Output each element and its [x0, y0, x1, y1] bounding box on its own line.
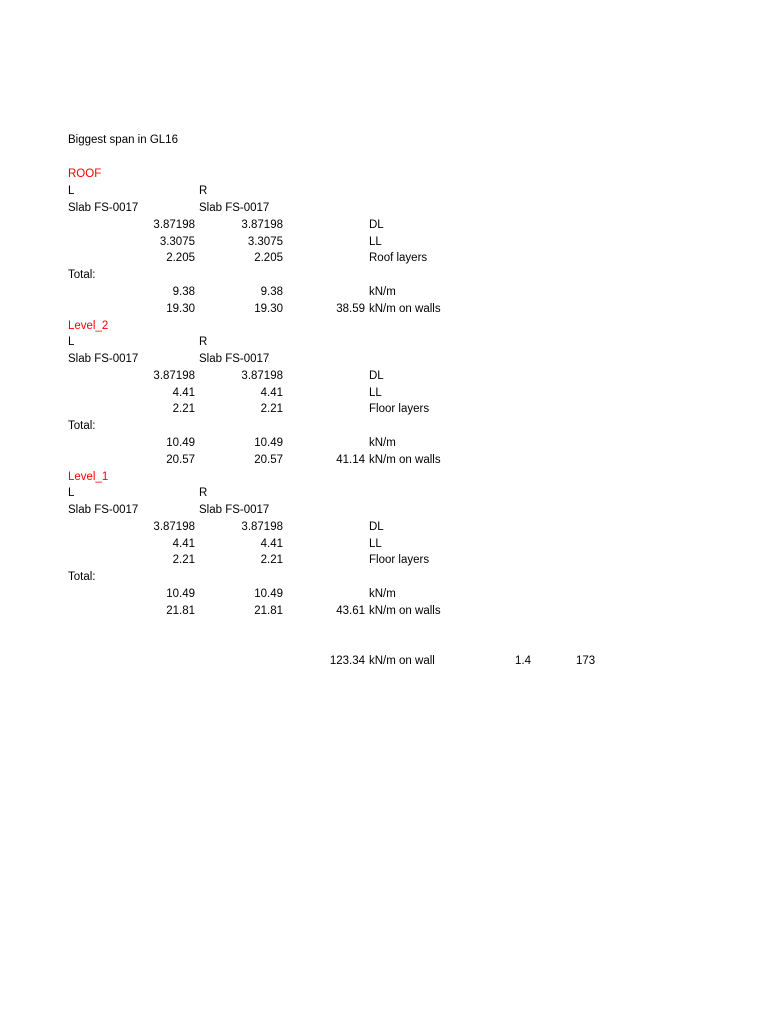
walls-right-value: 20.57 [254, 454, 283, 466]
load-right-value: 2.205 [254, 252, 283, 264]
left-label: L [68, 487, 75, 499]
side-labels-row [0, 334, 768, 351]
walls-right-value: 19.30 [254, 303, 283, 315]
section-heading-row [0, 469, 768, 486]
left-label: L [68, 185, 75, 197]
load-row [0, 234, 768, 251]
total-right-value: 10.49 [254, 588, 283, 600]
load-label: DL [369, 219, 384, 231]
walls-sum-value: 38.59 [336, 303, 365, 315]
load-row [0, 385, 768, 402]
total-label-row [0, 569, 768, 586]
walls-left-value: 19.30 [166, 303, 195, 315]
load-label: Floor layers [369, 554, 430, 566]
right-label: R [199, 487, 208, 499]
walls-left-value: 21.81 [166, 605, 195, 617]
total-unit: kN/m [369, 437, 396, 449]
load-label: Floor layers [369, 403, 430, 415]
on-walls-row [0, 301, 768, 318]
page-title: Biggest span in GL16 [68, 134, 178, 146]
walls-unit: kN/m on walls [369, 605, 441, 617]
load-label: LL [369, 387, 382, 399]
total-right-value: 10.49 [254, 437, 283, 449]
walls-unit: kN/m on walls [369, 303, 441, 315]
left-slab: Slab FS-0017 [68, 353, 139, 365]
section-heading-roof: ROOF [68, 168, 102, 180]
right-slab: Slab FS-0017 [199, 504, 270, 516]
title-row [0, 132, 768, 149]
load-left-value: 2.205 [166, 252, 195, 264]
load-left-value: 3.87198 [153, 219, 195, 231]
section-heading-row [0, 318, 768, 335]
total-left-value: 9.38 [172, 286, 195, 298]
total-label-row [0, 267, 768, 284]
load-left-value: 3.87198 [153, 521, 195, 533]
load-left-value: 4.41 [172, 387, 195, 399]
left-slab: Slab FS-0017 [68, 504, 139, 516]
total-label-row [0, 418, 768, 435]
walls-right-value: 21.81 [254, 605, 283, 617]
section-heading-level-2: Level_2 [68, 320, 109, 332]
on-walls-row [0, 603, 768, 620]
load-row [0, 368, 768, 385]
section-heading-row [0, 166, 768, 183]
total-kn-row [0, 435, 768, 452]
walls-sum-value: 43.61 [336, 605, 365, 617]
total-label: Total: [68, 420, 96, 432]
load-row [0, 250, 768, 267]
grand-total-unit: kN/m on wall [369, 655, 435, 667]
total-left-value: 10.49 [166, 437, 195, 449]
slab-row [0, 502, 768, 519]
right-slab: Slab FS-0017 [199, 353, 270, 365]
load-right-value: 2.21 [260, 554, 283, 566]
load-left-value: 4.41 [172, 538, 195, 550]
total-unit: kN/m [369, 588, 396, 600]
on-walls-row [0, 452, 768, 469]
load-row [0, 552, 768, 569]
total-unit: kN/m [369, 286, 396, 298]
total-left-value: 10.49 [166, 588, 195, 600]
factored-result: 173 [576, 655, 596, 667]
total-label: Total: [68, 269, 96, 281]
load-right-value: 4.41 [260, 387, 283, 399]
side-labels-row [0, 183, 768, 200]
right-label: R [199, 336, 208, 348]
load-right-value: 3.87198 [241, 219, 283, 231]
load-left-value: 2.21 [172, 403, 195, 415]
side-labels-row [0, 485, 768, 502]
load-right-value: 3.3075 [247, 236, 283, 248]
load-row [0, 536, 768, 553]
total-kn-row [0, 284, 768, 301]
load-left-value: 3.3075 [159, 236, 195, 248]
right-label: R [199, 185, 208, 197]
walls-left-value: 20.57 [166, 454, 195, 466]
total-kn-row [0, 586, 768, 603]
load-label: Roof layers [369, 252, 428, 264]
left-slab: Slab FS-0017 [68, 202, 139, 214]
load-right-value: 4.41 [260, 538, 283, 550]
right-slab: Slab FS-0017 [199, 202, 270, 214]
load-factor: 1.4 [515, 655, 531, 667]
load-row [0, 401, 768, 418]
grand-total-value: 123.34 [329, 655, 365, 667]
load-label: LL [369, 236, 382, 248]
load-right-value: 3.87198 [241, 521, 283, 533]
slab-row [0, 200, 768, 217]
load-left-value: 3.87198 [153, 370, 195, 382]
section-heading-level-1: Level_1 [68, 471, 109, 483]
load-label: DL [369, 521, 384, 533]
walls-unit: kN/m on walls [369, 454, 441, 466]
load-right-value: 2.21 [260, 403, 283, 415]
total-label: Total: [68, 571, 96, 583]
slab-row [0, 351, 768, 368]
load-label: LL [369, 538, 382, 550]
load-right-value: 3.87198 [241, 370, 283, 382]
total-right-value: 9.38 [260, 286, 283, 298]
walls-sum-value: 41.14 [336, 454, 365, 466]
grand-total-row [0, 653, 768, 670]
load-label: DL [369, 370, 384, 382]
load-row [0, 519, 768, 536]
load-row [0, 217, 768, 234]
load-left-value: 2.21 [172, 554, 195, 566]
left-label: L [68, 336, 75, 348]
